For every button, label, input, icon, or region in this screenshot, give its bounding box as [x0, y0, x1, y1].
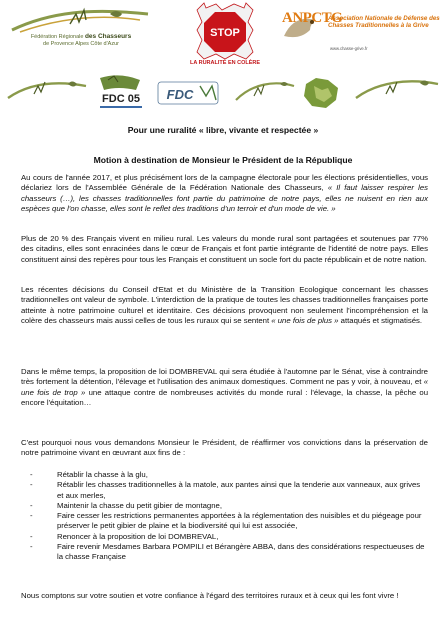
- paragraph-decisions: [21, 285, 428, 326]
- dash-marker: -: [30, 542, 33, 552]
- list-item: [30, 480, 428, 501]
- fdc-emblem-icon: [156, 74, 220, 114]
- list-item-text: Rétablir la chasse à la glu,: [57, 470, 148, 479]
- frc-paca-logo: [6, 4, 156, 50]
- fdc05-emblem-icon: [94, 74, 148, 114]
- list-item-text: Renoncer à la proposition de loi DOMBREVAL,: [57, 531, 219, 541]
- paragraph-intro: [21, 173, 428, 214]
- stop-logo: [189, 2, 261, 66]
- paragraph-decisions-emphasis: « une fois de plus »: [271, 315, 339, 325]
- fdc-swoosh-icon: [4, 74, 90, 104]
- dash-marker: -: [30, 500, 33, 510]
- paragraph-intro-text: Au cours de l'année 2017, et plus précisément lors de la campagne électorale pour les élections présidentielles, vous déclariez lors de l'Assemblée Générale de la Fédération Nationale des Chasseurs,: [21, 173, 428, 193]
- dash-marker: -: [30, 470, 33, 479]
- fdc-swoosh-icon: [352, 74, 442, 104]
- fdc-logo-2: [156, 74, 220, 114]
- fdc-logo-3: [232, 74, 296, 114]
- list-item: [30, 532, 428, 542]
- page-subtitle: Motion à destination de Monsieur le Président de la République: [93, 155, 353, 165]
- anpcg-logo: [278, 6, 442, 52]
- svg-text:STOP: STOP: [210, 27, 240, 39]
- paragraph-decisions-end: attaqués et stigmatisés.: [338, 315, 423, 325]
- list-item-text: Rétablir les chasses traditionnelles à la matole, aux pantes ainsi que la tenderie aux vanneaux, aux grives et aux merles,: [57, 480, 421, 500]
- dash-marker: -: [30, 531, 33, 541]
- svg-text:FDC 05: FDC 05: [102, 93, 140, 105]
- anpcg-url: www.chasse-grive.fr: [330, 46, 368, 51]
- page-title: Pour une ruralité « libre, vivante et respectée »: [127, 125, 319, 135]
- svg-text:FDC: FDC: [166, 87, 194, 102]
- list-item: [30, 542, 428, 563]
- map-icon: [300, 74, 344, 112]
- fdc-swoosh-icon: [232, 74, 296, 108]
- frc-caption: Fédération Régionale des Chasseurs de Provence Alpes Côte d'Azur: [30, 33, 132, 47]
- list-item: [30, 470, 428, 480]
- anpcg-name: Association Nationale de Défense des Chasses Traditionnelles à la Grive: [328, 15, 440, 30]
- paragraph-rural-values: Plus de 20 % des Français vivent en milieu rural. Les valeurs du monde rural sont partagées et soutenues par 77% des citadins, elles sont enracinées dans le cœur de Français et font partie intégrante de l'identité de notre pays. Elles constituent ainsi des repères pour tous les Français et constituent un socle fort du pacte républicain et de notre nation.: [21, 234, 428, 264]
- paragraph-dombreval-text: Dans le même temps, la proposition de loi DOMBREVAL qui sera étudiée à l'automne par le Sénat, vise à contraindre très fortement la détention, l'élevage et l'utilisation des animaux domestiques. Comment ne pas y voir, à nouveau, et: [21, 367, 428, 387]
- list-item-text: Maintenir la chasse du petit gibier de montagne,: [57, 500, 223, 510]
- list-item-text: Faire cesser les restrictions permanentes apportées à la réglementation des nuisibles et du piégeage pour préserver le petit gibier de plaine et la biodiversité qui lui est associée,: [57, 511, 422, 531]
- dash-marker: -: [30, 511, 33, 521]
- paragraph-dombreval-end: une attaque contre de nombreuses activités du monde rural : l'élevage, la chasse, la pêche ou encore l'équitation…: [21, 387, 429, 407]
- paragraph-request: C'est pourquoi nous vous demandons Monsieur le Président, de réaffirmer vos convictions dans la préservation de notre patrimoine vivant en œuvrant aux fins de :: [21, 438, 428, 458]
- stop-caption: LA RURALITÉ EN COLÈRE: [189, 60, 261, 66]
- list-item: [30, 501, 428, 511]
- fdc-logo-4: [352, 74, 442, 114]
- anpcg-acronym: ANPCTG: [282, 10, 343, 26]
- list-item: [30, 511, 428, 532]
- presidential-quote: « Il faut laisser respirer les chasseurs (…), les chasses traditionnelles font partie du patrimoine de notre pays, elles ne nuisent en rien aux espèces que l'on chasse, elles sont le reflet des traditions d'un terroir et d'un mode de vie. »: [21, 183, 429, 213]
- frc-swoosh-icon: [10, 6, 150, 34]
- fdc05-logo: [94, 74, 148, 114]
- stop-sign-icon: [196, 2, 254, 60]
- paragraph-decisions-text: Les récentes décisions du Conseil d'Etat et du Ministère de la Transition Ecologique concernant les chasses traditionnelles ont valeur de symbole. L'interdiction de la pratique de toutes les chasses traditionnelles françaises porte atteinte à notre patrimoine culturel et identitaire. Ces décisions provoquent non seulement l'incompréhension et la colère des chasseurs mais aussi celles de tous les ruraux qui se sentent: [21, 285, 428, 325]
- dash-marker: -: [30, 480, 33, 490]
- list-item-text: Faire revenir Mesdames Barbara POMPILI et Bérangère ABBA, dans des considérations respectueuses de la chasse Française: [57, 542, 425, 562]
- region-map-logo: [300, 74, 344, 114]
- demands-list: [30, 470, 428, 563]
- paragraph-dombreval: [21, 367, 428, 408]
- paragraph-closing: Nous comptons sur votre soutien et votre confiance à l'égard des territoires ruraux et à ceux qui les font vivre !: [21, 591, 399, 600]
- paragraph-dombreval-emphasis: « une fois de trop »: [21, 377, 428, 397]
- fdc-logo-1: [4, 74, 90, 114]
